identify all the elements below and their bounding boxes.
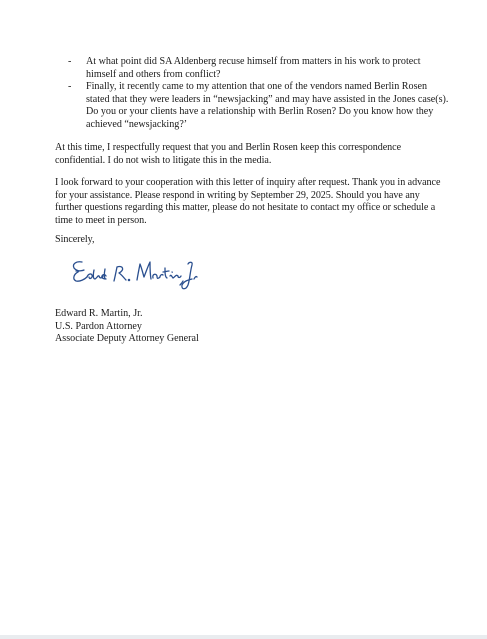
bullet-line: At what point did SA Aldenberg recuse himself from matters in his work to protect [86,56,421,67]
paragraph-line: I look forward to your cooperation with this letter of inquiry after request. Thank you in advance [55,177,441,188]
paragraph-line: further questions regarding this matter, please do not hesitate to contact my office or schedule a [55,202,436,214]
bullet-line: stated that they were leaders in “newsjacking” and may have assisted in the Jones case(s). [86,93,449,105]
signature-block [55,308,199,346]
bullet-line: himself and others from conflict? [86,68,221,80]
bullet-marker: - [68,81,72,93]
bullet-line: Do you or your clients have a relationship with Berlin Rosen? Do you know how they [86,106,434,118]
paragraph-line: At this time, I respectfully request that you and Berlin Rosen keep this correspondence [55,142,402,153]
confidentiality-paragraph [55,142,401,167]
cooperation-paragraph [55,177,440,227]
bullet-line: achieved “newsjacking?’ [86,118,188,130]
bullet-marker: - [68,56,72,67]
inquiry-bullet-list [68,56,478,132]
page-bottom-edge [0,635,487,639]
closing-salutation: Sincerely, [55,234,95,245]
handwritten-signature [68,252,198,296]
signer-position: Associate Deputy Attorney General [55,333,199,345]
paragraph-line: for your assistance. Please respond in writing by September 29, 2025. Should you have any [55,189,420,201]
signer-title: U.S. Pardon Attorney [55,320,142,332]
bullet-line: Finally, it recently came to my attention that one of the vendors named Berlin Rosen [86,81,428,93]
signer-name: Edward R. Martin, Jr. [55,308,143,319]
paragraph-line: time to meet in person. [55,214,147,226]
bullet-item-newsjacking [68,81,478,131]
paragraph-line: confidential. I do not wish to litigate this in the media. [55,154,272,166]
bullet-item-recusal [68,56,478,81]
